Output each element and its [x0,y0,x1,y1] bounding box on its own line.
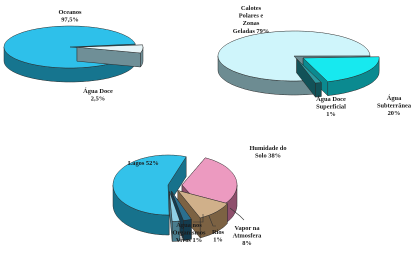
label-organismos [172,221,206,244]
label-calotes [233,5,269,35]
label-line: Atmosfera [232,232,262,240]
label-line: Água Doce [316,96,346,103]
label-oceanos [58,9,82,24]
label-agua-doce [83,87,113,103]
label-line: 8% [242,240,252,248]
pie-chart-2 [218,31,379,97]
label-humidade [249,145,286,160]
label-line: Geladas 79% [232,27,270,35]
label-line: Água [386,95,402,102]
label-line: Humidade do [249,145,287,152]
label-line: Polares e [238,12,264,20]
label-line: 2,5% [90,95,106,103]
label-line: Rios [211,229,225,236]
label-subterranea [377,94,412,117]
label-line: Calotes [240,5,262,12]
label-lagos [128,160,159,167]
label-line: Lagos 52% [128,160,159,167]
label-line: Oceanos [58,9,82,16]
label-line: 1% [213,236,223,244]
label-line: Organismos [172,229,206,237]
label-line: 1% [326,111,336,119]
label-vapor [233,225,263,247]
label-line: Vivos 1% [175,237,203,245]
label-line: Solo 38% [254,152,282,160]
label-line: Água Doce [83,88,113,95]
label-line: Água nos [176,222,202,229]
label-rios [212,229,225,244]
label-line: Superficial [316,103,346,111]
pie-chart-1 [4,26,143,82]
label-line: Zonas [242,20,260,28]
pie-charts [4,26,379,245]
label-superficial [316,95,346,118]
label-line: 97,5% [61,16,79,24]
label-line: Vapor na [234,225,260,232]
label-line: Subterrânea [376,102,412,110]
label-line: 20% [387,110,401,118]
